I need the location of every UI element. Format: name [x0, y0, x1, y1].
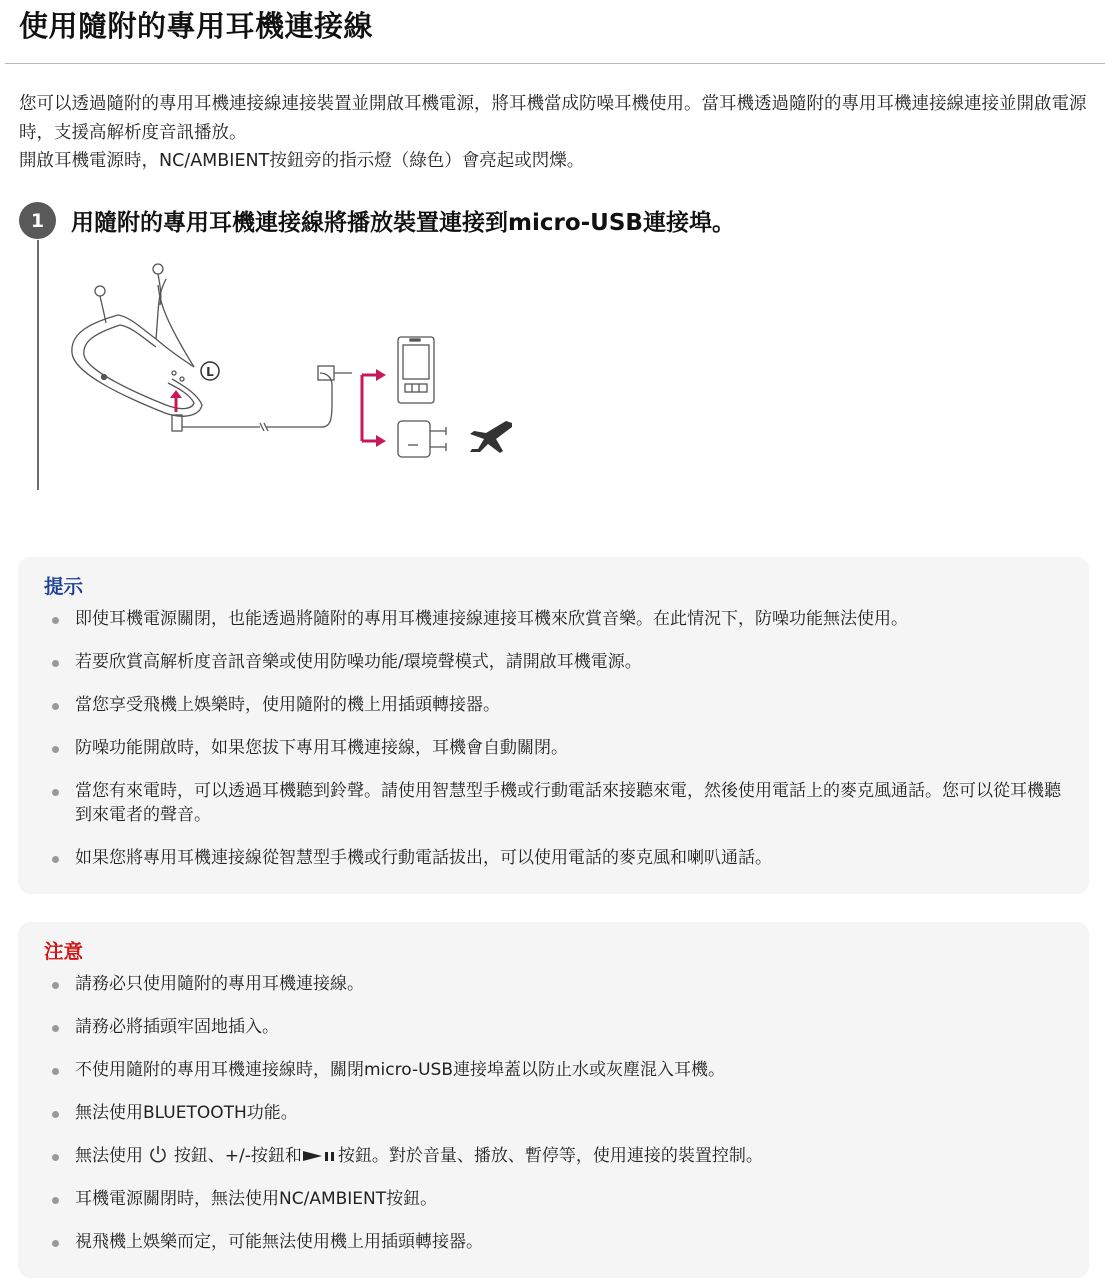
page-title: 使用隨附的專用耳機連接線 — [19, 9, 374, 43]
list-item-text: 按鈕。對於音量、播放、暫停等，使用連接的裝置控制。 — [337, 1146, 763, 1166]
hint-heading: 提示 — [44, 575, 84, 598]
hint-box — [18, 557, 1089, 894]
list-item: 防噪功能開啟時，如果您拔下專用耳機連接線，耳機會自動關閉。 — [44, 736, 1065, 760]
list-item: 視飛機上娛樂而定，可能無法使用機上用插頭轉接器。 — [44, 1230, 1065, 1254]
list-item: 無法使用BLUETOOTH功能。 — [44, 1101, 1065, 1125]
title-divider — [5, 63, 1105, 64]
connection-illustration — [60, 255, 530, 480]
list-item-text: 按鈕、+/-按鈕和 — [173, 1146, 302, 1166]
step-connector-line — [37, 240, 39, 490]
step-number-badge: 1 — [19, 202, 56, 239]
list-item: 請務必將插頭牢固地插入。 — [44, 1015, 1065, 1039]
hint-list — [44, 607, 1065, 870]
note-list — [44, 972, 1065, 1254]
airplane-plug-adapter-icon — [398, 421, 446, 457]
airplane-icon — [470, 421, 512, 453]
list-item: 請務必只使用隨附的專用耳機連接線。 — [44, 972, 1065, 996]
list-item: 耳機電源關閉時，無法使用NC/AMBIENT按鈕。 — [44, 1187, 1065, 1211]
intro — [19, 90, 1089, 176]
list-item — [44, 1144, 1065, 1168]
list-item-text: 無法使用 — [75, 1146, 143, 1166]
play-pause-icon — [302, 1148, 338, 1164]
intro-paragraph-1: 您可以透過隨附的專用耳機連接線連接裝置並開啟耳機電源，將耳機當成防噪耳機使用。當耳機透過隨附的專用耳機連接線連接並開啟電源時，支援高解析度音訊播放。 — [19, 94, 1087, 143]
neckband-headphones-icon — [72, 264, 202, 416]
cable-icon — [172, 366, 352, 431]
list-item: 當您有來電時，可以透過耳機聽到鈴聲。請使用智慧型手機或行動電話來接聽來電，然後使用電話上的麥克風通話。您可以從耳機聽到來電者的聲音。 — [44, 779, 1065, 827]
list-item: 即使耳機電源關閉，也能透過將隨附的專用耳機連接線連接耳機來欣賞音樂。在此情況下，防噪功能無法使用。 — [44, 607, 1065, 631]
list-item: 如果您將專用耳機連接線從智慧型手機或行動電話拔出，可以使用電話的麥克風和喇叭通話。 — [44, 846, 1065, 870]
list-item: 不使用隨附的專用耳機連接線時，關閉micro-USB連接埠蓋以防止水或灰塵混入耳機。 — [44, 1058, 1065, 1082]
intro-paragraph-2: 開啟耳機電源時，NC/AMBIENT按鈕旁的指示燈（綠色）會亮起或閃爍。 — [19, 151, 585, 171]
list-item: 若要欣賞高解析度音訊音樂或使用防噪功能/環境聲模式，請開啟耳機電源。 — [44, 650, 1065, 674]
note-heading: 注意 — [44, 940, 84, 963]
power-icon — [148, 1144, 168, 1164]
music-player-icon — [398, 337, 434, 403]
connector-bracket-arrows — [362, 375, 378, 441]
note-box — [18, 922, 1089, 1278]
step-instruction: 用隨附的專用耳機連接線將播放裝置連接到micro-USB連接埠。 — [71, 210, 735, 236]
list-item: 當您享受飛機上娛樂時，使用隨附的機上用插頭轉接器。 — [44, 693, 1065, 717]
L-label-text: L — [206, 365, 214, 379]
